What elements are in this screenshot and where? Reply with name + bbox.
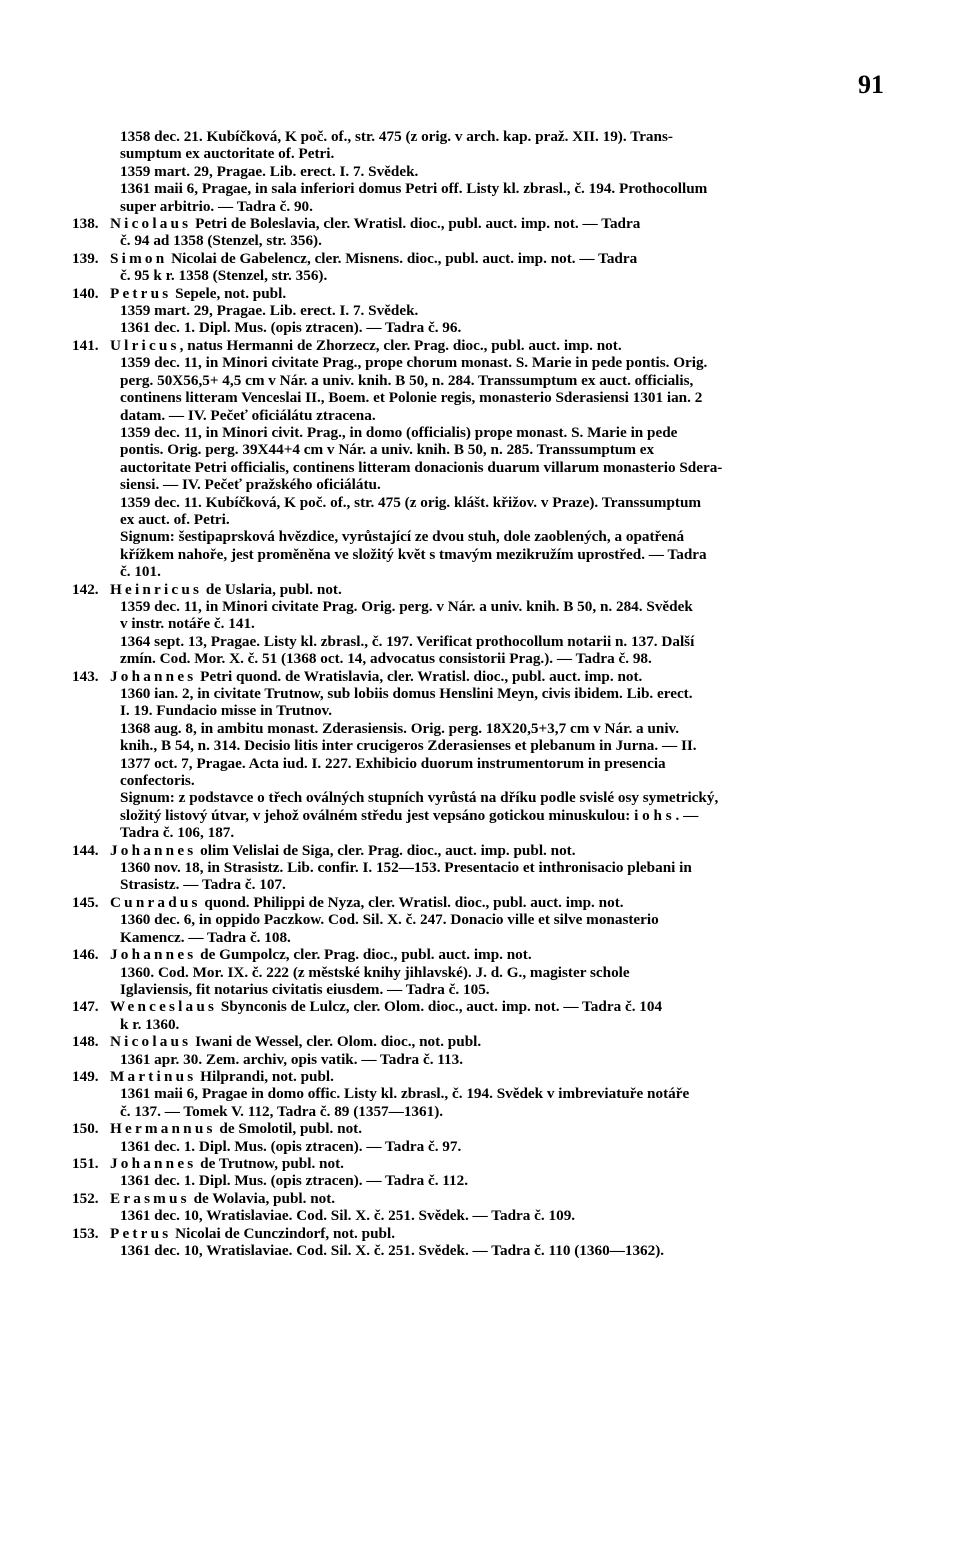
- entry-heading-text: Sepele, not. publ.: [171, 284, 287, 302]
- entry-name: Johannes: [110, 946, 197, 964]
- entry-line: knih., B 54, n. 314. Decisio litis inter crucigeros Zderasienses et plebanum in Jurna. — II.: [120, 737, 697, 755]
- entry-heading: [72, 1120, 900, 1138]
- entry-line: 1368 aug. 8, in ambitu monast. Zderasiensis. Orig. perg. 18X20,5+3,7 cm v Nár. a univ.: [120, 719, 680, 737]
- register-entry: [72, 1033, 900, 1068]
- entry-name: Erasmus: [110, 1189, 190, 1207]
- register-entry: [72, 249, 900, 285]
- page-number: 91: [858, 70, 884, 99]
- entry-line: continens litteram Venceslai II., Boem. et Polonie regis, monasterio Sderasiensi 1301 ian. 2: [120, 389, 703, 407]
- entry-heading-text: de Smolotil, publ. not.: [215, 1120, 363, 1138]
- entry-number: 148.: [72, 1033, 99, 1051]
- entry-line: 1361 dec. 10, Wratislaviae. Cod. Sil. X. č. 251. Svědek. — Tadra č. 110 (1360—1362).: [120, 1242, 665, 1259]
- entry-line: siensi. — IV. Pečeť pražského oficiálátu.: [120, 476, 381, 494]
- entry-line: zmín. Cod. Mor. X. č. 51 (1368 oct. 14, advocatus consistorii Prag.). — Tadra č. 98.: [120, 650, 652, 668]
- entry-number: 143.: [72, 667, 99, 685]
- register-entry: [72, 841, 900, 894]
- entry-name: Nicolaus: [110, 1033, 192, 1051]
- entry-line: 1360 ian. 2, in civitate Trutnow, sub lobiis domus Henslini Meyn, civis ibidem. Lib. erect.: [120, 685, 693, 702]
- entry-heading: [72, 1033, 900, 1051]
- entry-line: č. 101.: [120, 563, 161, 581]
- register-entry: [72, 946, 900, 998]
- entry-line: 1359 dec. 11, in Minori civitate Prag. Orig. perg. v Nár. a univ. knih. B 50, n. 284. Svědek: [120, 597, 693, 615]
- entry-heading: [72, 998, 900, 1016]
- entry-number: 151.: [72, 1154, 99, 1172]
- entry-number: 149.: [72, 1067, 99, 1085]
- entry-name: Ulricus: [110, 336, 180, 354]
- entry-heading-text: Iwani de Wessel, cler. Olom. dioc., not. publ.: [191, 1033, 482, 1051]
- entry-name: Nicolaus: [110, 215, 192, 233]
- entry-line: 1359 dec. 11. Kubíčková, K poč. of., str. 475 (z orig. klášt. křižov. v Praze). Transsumptum: [120, 493, 702, 511]
- entry-line: pontis. Orig. perg. 39X44+4 cm v Nár. a univ. knih. B 50, n. 285. Transsumptum ex: [120, 441, 655, 459]
- entry-line: Kamencz. — Tadra č. 108.: [120, 928, 291, 946]
- entry-heading: [72, 1189, 900, 1207]
- entry-name: Cunradus: [110, 893, 201, 911]
- entry-name: Heinricus: [110, 580, 203, 598]
- entry-heading-text: de Trutnow, publ. not.: [196, 1154, 344, 1172]
- entry-line: 1359 mart. 29, Pragae. Lib. erect. I. 7. Svědek.: [120, 302, 419, 320]
- entry-name: Johannes: [110, 1154, 197, 1172]
- entry-line: č. 137. — Tomek V. 112, Tadra č. 89 (1357—1361).: [120, 1102, 444, 1120]
- register-entry: [72, 893, 900, 946]
- entry-line: 1361 maii 6, Pragae in domo offic. Listy kl. zbrasl., č. 194. Svědek v imbreviatuře notáře: [120, 1085, 690, 1103]
- entry-name: Wenceslaus: [110, 998, 218, 1016]
- entry-line: 1377 oct. 7, Pragae. Acta iud. I. 227. Exhibicio duorum instrumentorum in presencia: [120, 754, 666, 772]
- entry-name: Martinus: [110, 1067, 197, 1085]
- entry-number: 145.: [72, 893, 99, 911]
- entry-heading-text: Petri de Boleslavia, cler. Wratisl. dioc., publ. auct. imp. not. — Tadra: [191, 215, 641, 233]
- entry-line: křížkem nahoře, jest proměněna ve složitý květ s tmavým mezikružím uprostřed. — Tadra: [120, 545, 707, 563]
- entry-line: 1361 dec. 1. Dipl. Mus. (opis ztracen). — Tadra č. 97.: [120, 1137, 462, 1155]
- entry-number: 153.: [72, 1224, 99, 1242]
- entry-line: složitý listový útvar, v jehož oválném středu jest vepsáno gotickou minuskulou: i o h s . —: [120, 806, 699, 824]
- register-entry: [72, 336, 900, 581]
- entry-line: v instr. notáře č. 141.: [120, 615, 255, 633]
- register-entry: [72, 667, 900, 842]
- entry-heading: [72, 1154, 900, 1172]
- entry-line: 1360 nov. 18, in Strasistz. Lib. confir. I. 152—153. Presentacio et inthronisacio plebani in: [120, 859, 692, 877]
- entry-line: confectoris.: [120, 772, 195, 790]
- entry-line: Signum: šestipaprsková hvězdice, vyrůstající ze dvou stuh, dole zaoblených, a opatřená: [120, 528, 685, 546]
- register-entry: [110, 128, 900, 215]
- entry-number: 139.: [72, 249, 99, 267]
- register-entry: [72, 284, 900, 337]
- entry-line: Tadra č. 106, 187.: [120, 824, 235, 842]
- register-entry: [72, 998, 900, 1033]
- entry-name: Petrus: [110, 1224, 172, 1242]
- entry-heading: [72, 1067, 900, 1085]
- entry-number: 138.: [72, 215, 99, 233]
- register-entry: [72, 1067, 900, 1120]
- entry-name: Petrus: [110, 284, 172, 302]
- entry-heading-text: Petri quond. de Wratislavia, cler. Wratisl. dioc., publ. auct. imp. not.: [196, 667, 643, 685]
- entry-line: 1358 dec. 21. Kubíčková, K poč. of., str. 475 (z orig. v arch. kap. praž. XII. 19). Trans-: [120, 128, 673, 145]
- entry-line: 1361 maii 6, Pragae, in sala inferiori domus Petri off. Listy kl. zbrasl., č. 194. Prothocollum: [120, 180, 708, 198]
- entry-line: 1359 mart. 29, Pragae. Lib. erect. I. 7. Svědek.: [120, 162, 419, 180]
- entry-heading-text: olim Velislai de Siga, cler. Prag. dioc., auct. imp. publ. not.: [196, 841, 576, 859]
- register-entry: [72, 1120, 900, 1155]
- entry-number: 146.: [72, 946, 99, 964]
- register-entry: [72, 580, 900, 668]
- entry-line: 1361 apr. 30. Zem. archiv, opis vatik. — Tadra č. 113.: [120, 1050, 464, 1068]
- entry-heading: [72, 667, 900, 685]
- entry-line: k r. 1360.: [120, 1015, 180, 1033]
- entry-line: 1364 sept. 13, Pragae. Listy kl. zbrasl., č. 197. Verificat prothocollum notarii n. 137. Další: [120, 632, 695, 650]
- entry-line: Signum: z podstavce o třech oválných stupních vyrůstá na dříku podle svislé osy symetrický,: [120, 789, 719, 807]
- entry-line: Strasistz. — Tadra č. 107.: [120, 876, 286, 894]
- entry-line: I. 19. Fundacio misse in Trutnov.: [120, 702, 333, 720]
- entry-heading: [72, 249, 900, 267]
- entry-heading-text: quond. Philippi de Nyza, cler. Wratisl. dioc., publ. auct. imp. not.: [200, 893, 624, 911]
- entry-line: 1360 dec. 6, in oppido Paczkow. Cod. Sil. X. č. 247. Donacio ville et silve monasterio: [120, 911, 659, 929]
- entry-number: 144.: [72, 841, 99, 859]
- entry-line: sumptum ex auctoritate of. Petri.: [120, 145, 335, 163]
- entry-heading: [72, 893, 900, 911]
- register-entries: [72, 128, 900, 1259]
- entry-line: auctoritate Petri officialis, continens litteram donacionis duarum villarum monasterio Sdera-: [120, 458, 723, 476]
- entry-line: č. 94 ad 1358 (Stenzel, str. 356).: [120, 232, 322, 250]
- register-entry: [72, 1224, 900, 1260]
- entry-name: Johannes: [110, 667, 197, 685]
- entry-name: Johannes: [110, 841, 197, 859]
- entry-heading-text: Nicolai de Cunczindorf, not. publ.: [171, 1224, 395, 1242]
- entry-heading-text: Hilprandi, not. publ.: [196, 1067, 334, 1085]
- register-entry: [72, 215, 900, 250]
- entry-line: 1361 dec. 10, Wratislaviae. Cod. Sil. X. č. 251. Svědek. — Tadra č. 109.: [120, 1207, 576, 1225]
- entry-name: Hermannus: [110, 1120, 216, 1138]
- entry-heading-text: Sbynconis de Lulcz, cler. Olom. dioc., auct. imp. not. — Tadra č. 104: [217, 998, 663, 1016]
- register-entry: [72, 1189, 900, 1225]
- entry-heading-text: de Gumpolcz, cler. Prag. dioc., publ. auct. imp. not.: [196, 946, 532, 964]
- entry-name: Simon: [110, 249, 168, 267]
- entry-number: 152.: [72, 1189, 99, 1207]
- entry-number: 140.: [72, 284, 99, 302]
- entry-line: Iglaviensis, fit notarius civitatis eiusdem. — Tadra č. 105.: [120, 980, 490, 998]
- register-entry: [72, 1154, 900, 1190]
- entry-heading-text: de Uslaria, publ. not.: [202, 580, 342, 598]
- entry-line: 1359 dec. 11, in Minori civit. Prag., in domo (officialis) prope monast. S. Marie in pede: [120, 423, 678, 441]
- entry-line: super arbitrio. — Tadra č. 90.: [120, 197, 313, 215]
- entry-heading: [72, 284, 900, 302]
- entry-line: 1361 dec. 1. Dipl. Mus. (opis ztracen). — Tadra č. 96.: [120, 319, 462, 337]
- entry-number: 142.: [72, 580, 99, 598]
- entry-heading-text: , natus Hermanni de Zhorzecz, cler. Prag. dioc., publ. auct. imp. not.: [179, 336, 622, 354]
- entry-heading-text: de Wolavia, publ. not.: [189, 1189, 336, 1207]
- entry-heading: [72, 1224, 900, 1242]
- entry-heading: [72, 580, 900, 598]
- entry-heading: [72, 946, 900, 964]
- entry-line: č. 95 k r. 1358 (Stenzel, str. 356).: [120, 267, 328, 285]
- entry-line: datam. — IV. Pečeť oficiálátu ztracena.: [120, 406, 376, 424]
- entry-number: 147.: [72, 998, 99, 1016]
- entry-line: 1360. Cod. Mor. IX. č. 222 (z městské knihy jihlavské). J. d. G., magister schole: [120, 963, 630, 981]
- entry-line: 1359 dec. 11, in Minori civitate Prag., prope chorum monast. S. Marie in pede pontis. Orig.: [120, 354, 708, 372]
- entry-heading: [72, 215, 900, 233]
- entry-heading: [72, 841, 900, 859]
- entry-heading-text: Nicolai de Gabelencz, cler. Misnens. dioc., publ. auct. imp. not. — Tadra: [167, 249, 638, 267]
- entry-line: ex auct. of. Petri.: [120, 510, 230, 528]
- entry-number: 141.: [72, 336, 99, 354]
- entry-heading: [72, 336, 900, 354]
- entry-line: 1361 dec. 1. Dipl. Mus. (opis ztracen). — Tadra č. 112.: [120, 1172, 469, 1190]
- entry-line: perg. 50X56,5+ 4,5 cm v Nár. a univ. knih. B 50, n. 284. Transsumptum ex auct. officialis,: [120, 371, 694, 389]
- entry-number: 150.: [72, 1120, 99, 1138]
